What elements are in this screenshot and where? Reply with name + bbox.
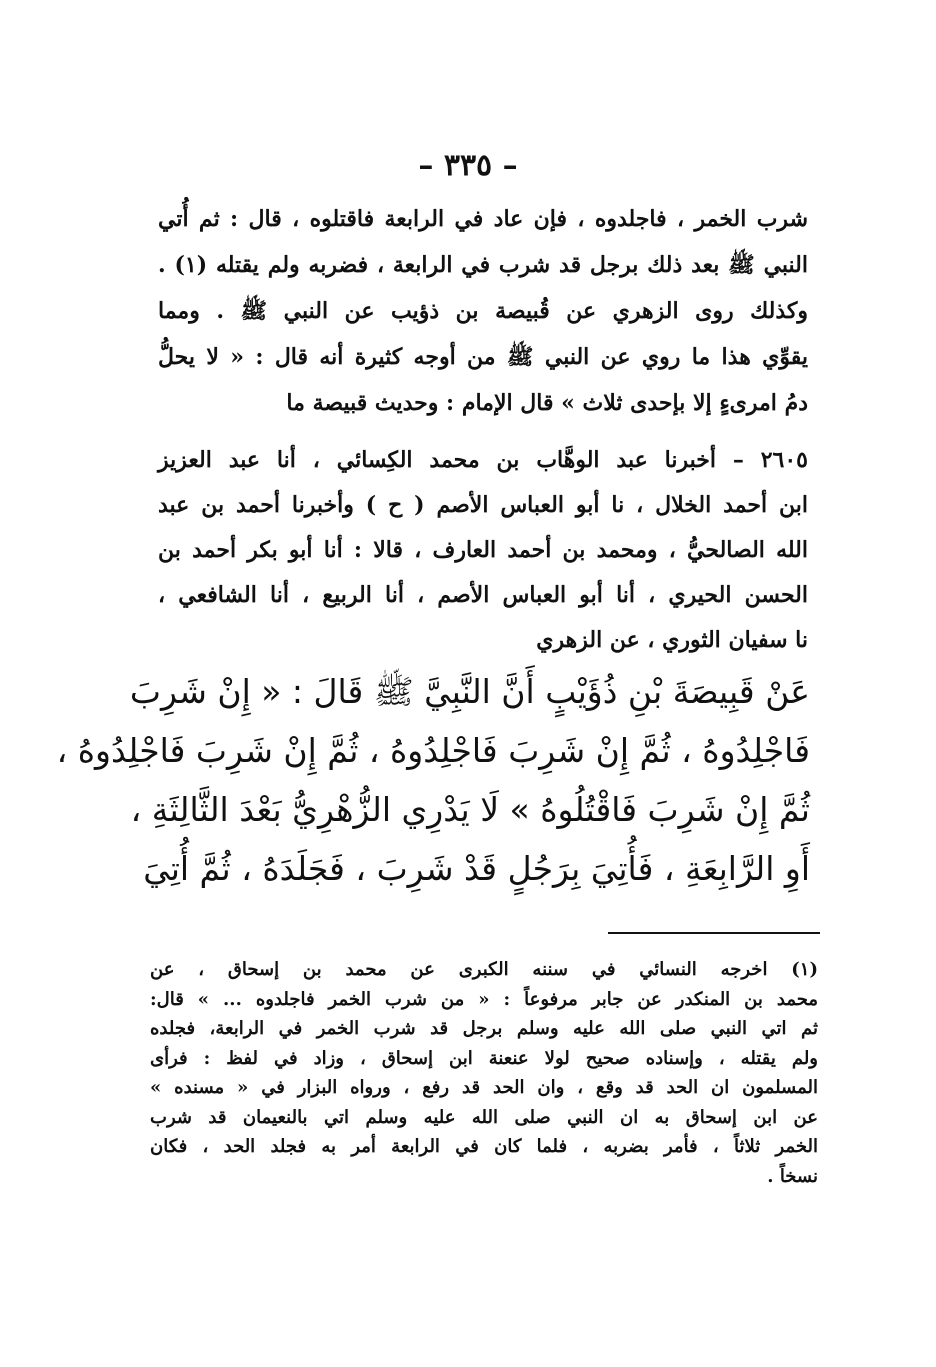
text-line: ٢٦٠٥ – أخبرنا عبد الوهَّاب بن محمد الكِسائي ، أنا عبد العزيز — [158, 447, 808, 473]
footnote — [150, 955, 818, 1191]
isnad-paragraph — [158, 438, 808, 663]
hadith-line: فَاجْلِدُوهُ ، ثُمَّ إِنْ شَرِبَ فَاجْلِدُوهُ ، ثُمَّ إِنْ شَرِبَ فَاجْلِدُوهُ ، — [56, 731, 810, 770]
text-line: يقوِّي هذا ما روي عن النبي ﷺ من أوجه كثيرة أنه قال : « لا يحلُّ — [158, 344, 808, 370]
text-line: الحسن الحيري ، أنا أبو العباس الأصم ، أنا الربيع ، أنا الشافعي ، — [158, 582, 808, 608]
footnote-separator — [608, 932, 820, 934]
hadith-line: ثُمَّ إِنْ شَرِبَ فَاقْتُلُوهُ » لَا يَدْرِي الزُّهْرِيُّ بَعْدَ الثَّالِثَةِ ، — [130, 790, 810, 829]
footnote-line: الخمر ثلاثاً ، فأمر بضربه ، فلما كان في الرابعة أمر به فجلد الحد ، فكان — [150, 1136, 818, 1157]
hadith-line: أَوِ الرَّابِعَةِ ، فَأُتِيَ بِرَجُلٍ قَدْ شَرِبَ ، فَجَلَدَهُ ، ثُمَّ أُتِيَ — [143, 849, 810, 888]
footnote-line: المسلمون ان الحد قد وقع ، وان الحد قد رفع ، ورواه البزار في « مسنده » — [150, 1077, 818, 1098]
text-line: نا سفيان الثوري ، عن الزهري — [536, 627, 808, 653]
paragraph-top — [158, 196, 808, 426]
footnote-line: (١) اخرجه النسائي في سننه الكبرى عن محمد بن إسحاق ، عن — [150, 959, 818, 980]
text-line: دمُ امرىءٍ إلا بإحدى ثلاث » قال الإمام : وحديث قبيصة ما — [286, 390, 808, 416]
hadith-line: عَنْ قَبِيصَةَ بْنِ ذُؤَيْبٍ أَنَّ النَّبِيَّ ﷺ قَالَ : « إِنْ شَرِبَ — [129, 672, 810, 711]
footnote-line: نسخاً . — [767, 1165, 818, 1187]
text-line: شرب الخمر ، فاجلدوه ، فإن عاد في الرابعة فاقتلوه ، قال : ثم أُتي — [158, 206, 808, 232]
footnote-line: محمد بن المنكدر عن جابر مرفوعاً : « من شرب الخمر فاجلدوه ... » قال: — [150, 988, 818, 1010]
footnote-line: عن ابن إسحاق به ان النبي صلى الله عليه وسلم اتي بالنعيمان قد شرب — [150, 1106, 819, 1128]
text-line: النبي ﷺ بعد ذلك برجل قد شرب في الرابعة ، فضربه ولم يقتله (١) . — [158, 252, 808, 278]
text-line: ابن أحمد الخلال ، نا أبو العباس الأصم ( ح ) وأخبرنا أحمد بن عبد — [158, 492, 808, 518]
text-line: الله الصالحيُّ ، ومحمد بن أحمد العارف ، قالا : أنا أبو بكر أحمد بن — [158, 537, 808, 563]
hadith-text — [56, 662, 810, 898]
text-line: وكذلك روى الزهري عن قُبيصة بن ذؤيب عن النبي ﷺ . ومما — [158, 298, 808, 324]
footnote-line: ولم يقتله ، وإسناده صحيح لولا عنعنة ابن إسحاق ، وزاد في لفظ : فرأى — [150, 1047, 819, 1069]
footnote-line: ثم اتي النبي صلى الله عليه وسلم برجل قد شرب الخمر في الرابعة، فجلده — [150, 1018, 818, 1039]
page-number: – ٣٣٥ – — [418, 148, 518, 183]
